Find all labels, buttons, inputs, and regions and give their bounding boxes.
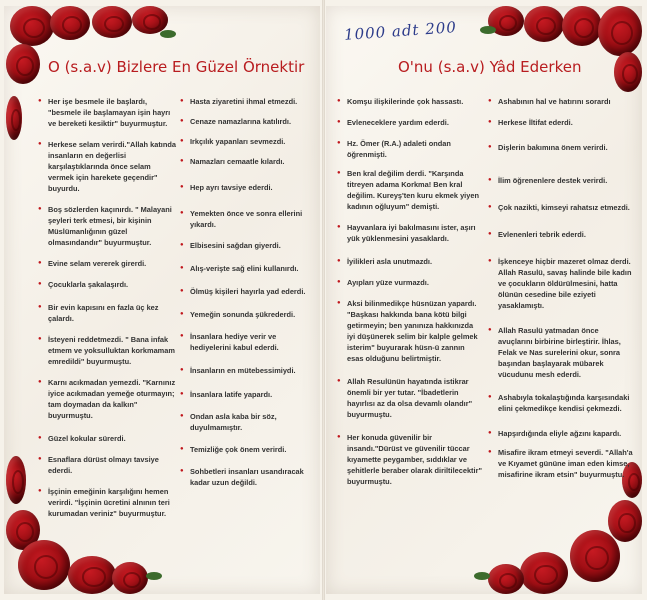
list-item: ● Çocuklarla şakalaşırdı. bbox=[38, 279, 176, 290]
rose-decoration bbox=[50, 6, 90, 40]
list-item: ● Ayıpları yüze vurmazdı. bbox=[337, 277, 483, 288]
list-item: ● Ashabının hal ve hatırını sorardı bbox=[488, 96, 634, 107]
rose-decoration bbox=[6, 96, 22, 140]
list-item: ● Herkese İltifat ederdi. bbox=[488, 117, 634, 128]
list-item: ● Yemekten önce ve sonra ellerini yıkardı. bbox=[180, 208, 312, 230]
list-item: ● Elbisesini sağdan giyerdi. bbox=[180, 240, 312, 251]
leaf-decoration bbox=[160, 30, 176, 38]
rose-decoration bbox=[6, 456, 26, 504]
list-item: ● Çok nazikti, kimseyi rahatsız etmezdi. bbox=[488, 202, 634, 213]
list-item: ● Evine selam vererek girerdi. bbox=[38, 258, 176, 269]
list-item: ● İyilikleri asla unutmazdı. bbox=[337, 256, 483, 267]
list-item: ● İşçinin emeğinin karşılığını hemen verirdi. "İşçinin ücretini alnının teri kurumadan veriniz" buyurmuştur. bbox=[38, 486, 176, 519]
list-item: ● İnsanlara latife yapardı. bbox=[180, 389, 312, 400]
right-column-1 bbox=[337, 96, 483, 487]
rose-decoration bbox=[112, 562, 148, 594]
list-item: ● Esnaflara dürüst olmayı tavsiye ederdi. bbox=[38, 454, 176, 476]
left-column-1 bbox=[38, 96, 176, 519]
list-item: ● Aksi bilinmedikçe hüsnüzan yapardı. "Başkası hakkında bana kötü bilgi getirmeyin; ben yanınıza hakkınızda iyi düşünerek selim bir kalple gelmek isterim" buyurarak hüsn-ü zannın esas olduğunu belirtmiştir. bbox=[337, 298, 483, 364]
rose-decoration bbox=[614, 52, 642, 92]
leaf-decoration bbox=[480, 26, 496, 34]
list-item: ● İşkenceye hiçbir mazeret olmaz derdi. Allah Rasulü, savaş halinde bile kadın ve çocukların öldürülmesini, hatta ölünün cesedine bile eziyeti yasaklamıştı. bbox=[488, 256, 634, 311]
list-item: ● Herkese selam verirdi."Allah katında insanların en değerlisi karşılaştıklarında önce selam vermek için harekete geçendir" buyurdu. bbox=[38, 139, 176, 194]
handwritten-note: 1000 adt 200 bbox=[343, 18, 458, 44]
list-item: ● Cenaze namazlarına katılırdı. bbox=[180, 116, 312, 127]
list-item: ● Güzel kokular sürerdi. bbox=[38, 433, 176, 444]
rose-decoration bbox=[520, 552, 568, 594]
list-item: ● Alış-verişte sağ elini kullanırdı. bbox=[180, 263, 312, 274]
list-item: ● Hasta ziyaretini ihmal etmezdi. bbox=[180, 96, 312, 107]
list-item: ● İlim öğrenenlere destek verirdi. bbox=[488, 175, 634, 186]
list-item: ● Bir evin kapısını en fazla üç kez çalardı. bbox=[38, 302, 176, 324]
list-item: ● Namazları cemaatle kılardı. bbox=[180, 156, 312, 167]
list-item: ● Misafire ikram etmeyi severdi. "Allah'a ve Kıyamet gününe iman eden kimse, misafirine ikram etsin" buyurmuştu. bbox=[488, 447, 634, 480]
rose-decoration bbox=[10, 6, 54, 46]
list-item: ● Her konuda güvenilir bir insandı."Dürüst ve güvenilir tüccar kıyamette peygamber, sıddıklar ve şehitlerle beraber olarak diriltilecektir" buyurmuştu. bbox=[337, 432, 483, 487]
list-item: ● Sohbetleri insanları usandıracak kadar uzun değildi. bbox=[180, 466, 312, 488]
rose-decoration bbox=[598, 6, 642, 56]
rose-decoration bbox=[570, 530, 620, 582]
rose-decoration bbox=[92, 6, 132, 38]
list-item: ● Temizliğe çok önem verirdi. bbox=[180, 444, 312, 455]
list-item: ● Hapşırdığında eliyle ağzını kapardı. bbox=[488, 428, 634, 439]
list-item: ● Allah Rasulü yatmadan önce avuçlarını birbirine birleştirir. İhlas, Felak ve Nas surelerini okur, sonra başından başlayarak mübarek vücudunu mesh ederdi. bbox=[488, 325, 634, 380]
rose-decoration bbox=[608, 500, 642, 542]
list-item: ● Komşu ilişkilerinde çok hassastı. bbox=[337, 96, 483, 107]
list-item: ● Ölmüş kişileri hayırla yad ederdi. bbox=[180, 286, 312, 297]
list-item: ● Evleneceklere yardım ederdi. bbox=[337, 117, 483, 128]
list-item: ● Allah Resulünün hayatında istikrar önemli bir yer tutar. "İbadetlerin hayırlısı az da olsa devamlı olandır" buyurmuştu. bbox=[337, 376, 483, 420]
leaf-decoration bbox=[146, 572, 162, 580]
rose-decoration bbox=[524, 6, 564, 42]
list-item: ● Karnı acıkmadan yemezdi. "Karnınız iyice acıkmadan yemeğe oturmayın; tam doymadan da kalkın" buyurmuştu. bbox=[38, 377, 176, 421]
left-column-2 bbox=[180, 96, 312, 488]
list-item: ● Hep ayrı tavsiye ederdi. bbox=[180, 182, 312, 193]
list-item: ● Irkçılık yapanları sevmezdi. bbox=[180, 136, 312, 147]
rose-decoration bbox=[18, 540, 70, 590]
rose-decoration bbox=[68, 556, 116, 594]
rose-decoration bbox=[562, 6, 602, 46]
rose-decoration bbox=[488, 564, 524, 594]
list-item: ● Dişlerin bakımına önem verirdi. bbox=[488, 142, 634, 153]
list-item: ● İnsanların en mütebessimiydi. bbox=[180, 365, 312, 376]
list-item: ● Ashabıyla tokalaştığında karşısındaki elini çekmedikçe kendisi çekmezdi. bbox=[488, 392, 634, 414]
list-item: ● İsteyeni reddetmezdi. " Bana infak etmem ve yoksulluktan korkmamam emredildi" buyurmuştu. bbox=[38, 334, 176, 367]
list-item: ● Hayvanlara iyi bakılmasını ister, aşırı yük yüklenmesini yasaklardı. bbox=[337, 222, 483, 244]
list-item: ● Boş sözlerden kaçınırdı. " Malayani şeyleri terk etmesi, bir kişinin Müslümanlığının güzel olmasındandır" buyurmuştur. bbox=[38, 204, 176, 248]
rose-decoration bbox=[6, 44, 40, 84]
list-item: ● Her işe besmele ile başlardı, "besmele ile başlamayan işin hayrı ve bereketi kesiktir" buyurmuştur. bbox=[38, 96, 176, 129]
right-column-2 bbox=[488, 96, 634, 480]
list-item: ● Ben kral değilim derdi. "Karşında titreyen adama Korkma! Ben kral değilim. Kureyş'ten kuru ekmek yiyen kadının oğluyum" demişti. bbox=[337, 168, 483, 212]
list-item: ● Ondan asla kaba bir söz, duyulmamıştır. bbox=[180, 411, 312, 433]
list-item: ● Yemeğin sonunda şükrederdi. bbox=[180, 309, 312, 320]
left-page-title: O (s.a.v) Bizlere En Güzel Örnektir bbox=[48, 58, 305, 76]
list-item: ● Evlenenleri tebrik ederdi. bbox=[488, 229, 634, 240]
list-item: ● Hz. Ömer (R.A.) adaleti ondan öğrenmişti. bbox=[337, 138, 483, 160]
list-item: ● İnsanlara hediye verir ve hediyelerini kabul ederdi. bbox=[180, 331, 312, 353]
right-page-title: O'nu (s.a.v) Yâd Ederken bbox=[398, 58, 582, 76]
page-fold bbox=[322, 0, 325, 600]
leaf-decoration bbox=[474, 572, 490, 580]
